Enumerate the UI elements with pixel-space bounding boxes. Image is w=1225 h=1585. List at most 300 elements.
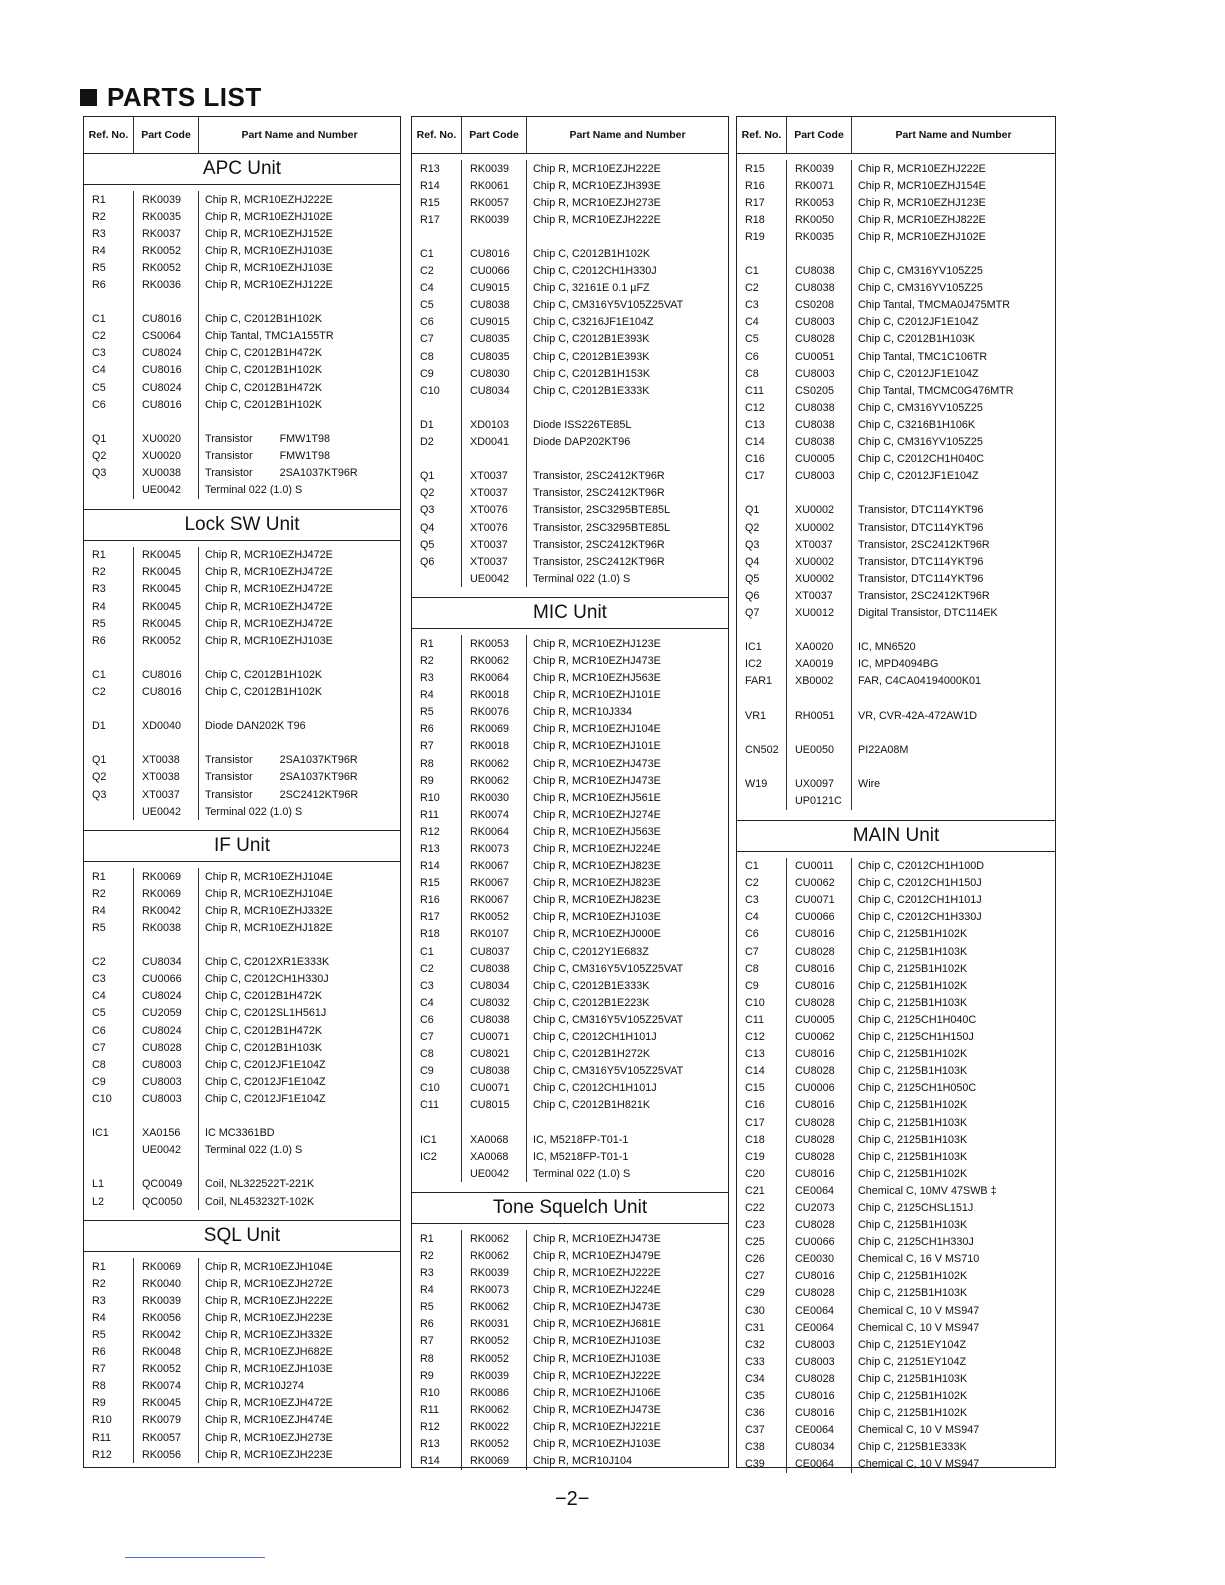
part-code: CU8035	[462, 331, 527, 348]
part-code: CU8016	[134, 666, 199, 683]
part-name: Chip R, MCR10EZJH393E	[533, 179, 661, 192]
table-row	[412, 1282, 728, 1299]
part-name: Transistor, 2SC3295BTE85L	[533, 504, 671, 517]
part-code: XT0037	[134, 786, 199, 803]
table-row	[84, 1378, 400, 1395]
part-code: CE0030	[787, 1251, 852, 1268]
ref-no: CN502	[737, 741, 787, 758]
table-row	[737, 1387, 1055, 1404]
header-name: Part Name and Number	[241, 128, 358, 141]
part-code: CU8028	[787, 994, 852, 1011]
table-row	[84, 564, 400, 581]
ref-no: D1	[412, 416, 462, 433]
header-code: Part Code	[462, 117, 527, 153]
part-name: Chip R, MCR10EZHJ472E	[205, 549, 333, 562]
ref-no: C33	[737, 1353, 787, 1370]
ref-no	[84, 1142, 134, 1159]
part-name: Chip C, 2125B1E333K	[858, 1441, 967, 1454]
part-name: Transistor, 2SC2412KT96R	[533, 555, 665, 568]
ref-no: C35	[737, 1387, 787, 1404]
ref-no: C20	[737, 1165, 787, 1182]
part-code: RK0071	[787, 177, 852, 194]
ref-no: C37	[737, 1422, 787, 1439]
table-row	[412, 823, 728, 840]
table-row	[412, 892, 728, 909]
ref-no: R19	[737, 228, 787, 245]
part-code: RK0039	[462, 160, 527, 177]
ref-no: C39	[737, 1456, 787, 1473]
part-code: CU8038	[787, 434, 852, 451]
header-code: Part Code	[134, 117, 199, 153]
ref-no	[412, 399, 462, 416]
ref-no	[737, 724, 787, 741]
ref-no	[737, 245, 787, 262]
table-header	[412, 117, 728, 154]
table-row	[737, 1097, 1055, 1114]
part-name: Chip C, C3216JF1E104Z	[533, 316, 654, 329]
table-row	[412, 434, 728, 451]
table-row	[737, 1285, 1055, 1302]
header-name: Part Name and Number	[569, 128, 686, 141]
ref-no: C7	[412, 1029, 462, 1046]
ref-no	[737, 690, 787, 707]
table-row	[412, 1333, 728, 1350]
part-name: Chip R, MCR10EZJH472E	[205, 1397, 333, 1410]
part-code: RK0039	[787, 160, 852, 177]
ref-no: C34	[737, 1370, 787, 1387]
ref-no: C19	[737, 1148, 787, 1165]
table-row	[412, 1029, 728, 1046]
table-row	[412, 1299, 728, 1316]
part-name: Chip R, MCR10EZHJ154E	[858, 179, 986, 192]
part-name: Chip C, 2125B1H102K	[858, 1270, 968, 1283]
table-row	[84, 735, 400, 752]
table-row	[412, 806, 728, 823]
table-row	[84, 1258, 400, 1275]
part-code: UE0042	[462, 570, 527, 587]
table-row	[412, 960, 728, 977]
part-code: UP0121C	[787, 792, 852, 809]
table-row	[737, 1302, 1055, 1319]
part-name: Coil, NL453232T-102K	[205, 1195, 315, 1208]
part-code: CU8038	[787, 263, 852, 280]
table-row	[412, 926, 728, 943]
part-name: Chip C, C2012B1E223K	[533, 996, 650, 1009]
ref-no: W19	[737, 775, 787, 792]
ref-no: C14	[737, 434, 787, 451]
part-name: Chip R, MCR10EZHJ561E	[533, 791, 661, 804]
part-name: Transistor, 2SC3295BTE85L	[533, 521, 671, 534]
part-name: Chip Tantal, TMCMA0J475MTR	[858, 299, 1011, 312]
part-code: UE0042	[462, 1165, 527, 1182]
table-row	[84, 1193, 400, 1210]
ref-no	[84, 649, 134, 666]
parts-table-column-3	[736, 116, 1056, 1471]
part-name: Chip R, MCR10EZHJ103E	[205, 244, 333, 257]
parts-table-column-2	[411, 116, 729, 1468]
ref-no: C2	[737, 875, 787, 892]
part-name: Chip R, MCR10EZHJ123E	[533, 637, 661, 650]
part-name: Chip C, C2012B1H821K	[533, 1099, 651, 1112]
ref-no: Q6	[737, 587, 787, 604]
part-name: Chemical C, 10MV 47SWB ‡	[858, 1184, 997, 1197]
table-row	[737, 892, 1055, 909]
part-name: Transistor FMW1T98	[205, 449, 330, 462]
part-code: RK0018	[462, 687, 527, 704]
ref-no: Q3	[412, 502, 462, 519]
ref-no	[412, 1114, 462, 1131]
ref-no: R4	[84, 902, 134, 919]
part-code: RK0039	[462, 211, 527, 228]
part-code	[787, 622, 852, 639]
part-code: XU0020	[134, 447, 199, 464]
ref-no: C1	[737, 263, 787, 280]
table-row	[737, 245, 1055, 262]
ref-no: C6	[737, 926, 787, 943]
ref-no: C17	[737, 468, 787, 485]
part-name: Transistor, DTC114YKT96	[858, 555, 984, 568]
ref-no: R15	[412, 194, 462, 211]
part-name: Chip R, MCR10EZHJ222E	[533, 1369, 661, 1382]
ref-no	[412, 570, 462, 587]
ref-no: C2	[412, 960, 462, 977]
part-code: CU8038	[462, 1011, 527, 1028]
part-code: CU8028	[787, 331, 852, 348]
part-code: RK0069	[134, 1258, 199, 1275]
ref-no: R2	[412, 1247, 462, 1264]
ref-no: IC2	[412, 1148, 462, 1165]
table-row	[84, 362, 400, 379]
part-name: Chip C, C2012B1H472K	[205, 381, 323, 394]
table-row	[412, 1453, 728, 1470]
part-code: XD0041	[462, 434, 527, 451]
part-name: Chip R, MCR10EZHJ102E	[858, 230, 986, 243]
part-name: Chip R, MCR10EZHJ000E	[533, 928, 661, 941]
part-code: RK0052	[462, 909, 527, 926]
part-code: CU9015	[462, 314, 527, 331]
part-code: RK0039	[462, 1367, 527, 1384]
part-code	[787, 690, 852, 707]
part-name: Chip R, MCR10EZHJ222E	[533, 1267, 661, 1280]
page-number: −2−	[555, 1488, 590, 1510]
table-row	[737, 485, 1055, 502]
ref-no: R16	[737, 177, 787, 194]
part-name: Chip C, 2125B1H103K	[858, 1372, 968, 1385]
ref-no: C10	[412, 1080, 462, 1097]
part-name: Chip R, MCR10EZHJ103E	[533, 911, 661, 924]
part-name: Chip R, MCR10EZHJ224E	[533, 843, 661, 856]
table-row	[737, 1011, 1055, 1028]
part-code: RK0053	[462, 635, 527, 652]
part-name: Chip R, MCR10EZHJ104E	[205, 870, 333, 883]
ref-no: C1	[412, 245, 462, 262]
part-name: Chip C, C2012B1H102K	[205, 398, 323, 411]
part-code: XU0002	[787, 519, 852, 536]
part-code: CU0005	[787, 451, 852, 468]
part-name: Chip C, C2012B1H472K	[205, 347, 323, 360]
table-row	[412, 772, 728, 789]
part-name: Chip R, MCR10EZJH332E	[205, 1328, 333, 1341]
part-name: Chip R, MCR10EZJH222E	[533, 213, 661, 226]
part-name: Chip R, MCR10EZHJ104E	[533, 723, 661, 736]
part-code: RK0048	[134, 1344, 199, 1361]
part-name: Chip C, 2125B1H102K	[858, 962, 968, 975]
table-row	[84, 276, 400, 293]
part-code: RK0035	[787, 228, 852, 245]
table-row	[737, 1251, 1055, 1268]
part-code: XA0020	[787, 639, 852, 656]
ref-no: IC1	[84, 1125, 134, 1142]
ref-no: R8	[412, 755, 462, 772]
part-code: CU9015	[462, 280, 527, 297]
part-code: RK0067	[462, 892, 527, 909]
table-row	[412, 1247, 728, 1264]
part-name: Chip C, 2125B1H103K	[858, 1150, 968, 1163]
part-name: Chip C, C2012B1H472K	[205, 990, 323, 1003]
part-name: Chip C, CM316Y5V105Z25VAT	[533, 1065, 684, 1078]
part-code: CU0066	[787, 909, 852, 926]
part-name: Chip C, C2012B1H272K	[533, 1048, 651, 1061]
table-row	[412, 875, 728, 892]
table-row	[412, 536, 728, 553]
unit-title: Tone Squelch Unit	[412, 1192, 728, 1224]
table-row	[737, 707, 1055, 724]
part-code: UE0042	[134, 1142, 199, 1159]
unit-rows	[84, 185, 400, 505]
part-name: Chip R, MCR10EZJH222E	[533, 162, 661, 175]
table-row	[737, 416, 1055, 433]
table-row	[737, 926, 1055, 943]
part-code: CU8037	[462, 943, 527, 960]
part-name: Chip C, C2012CH1H101J	[533, 1031, 657, 1044]
part-name: Chip Tantal, TMCMC0G476MTR	[858, 384, 1014, 397]
ref-no: C6	[737, 348, 787, 365]
table-row	[84, 885, 400, 902]
table-row	[412, 1097, 728, 1114]
header-code: Part Code	[787, 117, 852, 153]
part-code: XT0076	[462, 519, 527, 536]
ref-no: C16	[737, 1097, 787, 1114]
table-row	[412, 160, 728, 177]
table-row	[737, 468, 1055, 485]
table-row	[84, 868, 400, 885]
part-code: XU0002	[787, 553, 852, 570]
ref-no: R7	[412, 1333, 462, 1350]
part-name: Chip R, MCR10EZHJ472E	[205, 566, 333, 579]
part-code: CU8024	[134, 379, 199, 396]
part-code: RK0045	[134, 547, 199, 564]
part-code: CE0064	[787, 1182, 852, 1199]
part-name: Chip C, 2125CH1H050C	[858, 1082, 977, 1095]
ref-no: R2	[412, 652, 462, 669]
ref-no: R17	[412, 909, 462, 926]
part-code: XA0156	[134, 1125, 199, 1142]
part-code: XT0038	[134, 752, 199, 769]
ref-no: R4	[412, 687, 462, 704]
table-row	[412, 553, 728, 570]
part-code: RK0076	[462, 704, 527, 721]
part-name: Chip R, MCR10EZJH222E	[205, 1294, 333, 1307]
table-row	[737, 1131, 1055, 1148]
table-row	[84, 988, 400, 1005]
part-name: Chip C, C2012B1H102K	[205, 313, 323, 326]
ref-no: C7	[737, 943, 787, 960]
table-row	[737, 1063, 1055, 1080]
part-code: RK0074	[134, 1378, 199, 1395]
part-code: RK0056	[134, 1309, 199, 1326]
ref-no: C23	[737, 1217, 787, 1234]
part-code: CU0066	[787, 1234, 852, 1251]
part-code: RK0069	[462, 721, 527, 738]
ref-no: R1	[84, 868, 134, 885]
table-row	[412, 755, 728, 772]
part-name: Chip R, MCR10EZHJ123E	[858, 196, 986, 209]
part-code: RK0073	[462, 840, 527, 857]
ref-no: C18	[737, 1131, 787, 1148]
footer-line	[125, 1557, 265, 1558]
part-code: CU8028	[134, 1039, 199, 1056]
table-row	[412, 399, 728, 416]
ref-no: C3	[84, 971, 134, 988]
part-code: CU8016	[787, 1097, 852, 1114]
table-row	[737, 875, 1055, 892]
ref-no: C27	[737, 1268, 787, 1285]
part-name: Digital Transistor, DTC114EK	[858, 606, 998, 619]
part-name: Chip R, MCR10EZHJ102E	[205, 210, 333, 223]
table-row	[84, 1125, 400, 1142]
ref-no: C17	[737, 1114, 787, 1131]
ref-no: R1	[84, 191, 134, 208]
part-name: Terminal 022 (1.0) S	[205, 805, 303, 818]
ref-no: Q3	[84, 786, 134, 803]
ref-no: R3	[84, 225, 134, 242]
part-code: CU8016	[787, 960, 852, 977]
part-name: Chip R, MCR10EZHJ822E	[858, 213, 986, 226]
ref-no: R3	[412, 1265, 462, 1282]
part-name: Transistor, 2SC2412KT96R	[533, 470, 665, 483]
ref-no: R18	[737, 211, 787, 228]
part-name: Chip R, MCR10EZJH272E	[205, 1277, 333, 1290]
ref-no: R18	[412, 926, 462, 943]
table-row	[737, 1456, 1055, 1473]
ref-no: R11	[412, 1401, 462, 1418]
part-code: CU8016	[134, 362, 199, 379]
ref-no: C12	[737, 1029, 787, 1046]
unit-rows	[737, 154, 1055, 816]
ref-no: Q4	[737, 553, 787, 570]
ref-no: C8	[84, 1056, 134, 1073]
part-code: CU8038	[462, 297, 527, 314]
part-code: RK0037	[134, 225, 199, 242]
ref-no: R5	[84, 1326, 134, 1343]
part-name: Chip R, MCR10EZHJ104E	[205, 887, 333, 900]
ref-no: C2	[737, 280, 787, 297]
ref-no: R6	[84, 632, 134, 649]
part-code: XT0037	[462, 553, 527, 570]
part-code: RK0056	[134, 1446, 199, 1463]
part-name: Chip C, C2012JF1E104Z	[858, 316, 979, 329]
part-name: Chip R, MCR10EZHJ473E	[533, 1232, 661, 1245]
table-row	[412, 909, 728, 926]
ref-no: Q2	[412, 485, 462, 502]
part-code: RK0039	[462, 1265, 527, 1282]
table-row	[412, 263, 728, 280]
table-row	[737, 365, 1055, 382]
part-name: Chip C, 2125B1H102K	[858, 1099, 968, 1112]
part-name: Chip C, CM316YV105Z25	[858, 282, 983, 295]
table-row	[84, 294, 400, 311]
part-code: XA0068	[462, 1148, 527, 1165]
table-row	[737, 434, 1055, 451]
part-code: CU8016	[787, 1046, 852, 1063]
part-name: Transistor 2SC2412KT96R	[205, 788, 359, 801]
title-text: PARTS LIST	[107, 82, 262, 112]
part-name: Chip R, MCR10EZJH682E	[205, 1346, 333, 1359]
part-name: IC, M5218FP-T01-1	[533, 1150, 629, 1163]
part-name: Chip R, MCR10EZHJ472E	[205, 583, 333, 596]
part-name: Chip C, CM316YV105Z25	[858, 265, 983, 278]
table-row	[84, 1108, 400, 1125]
part-code: RK0062	[462, 1299, 527, 1316]
part-name: Chip C, C2012JF1E104Z	[205, 1075, 326, 1088]
table-row	[84, 1176, 400, 1193]
part-name: Chip C, C2012B1H102K	[205, 364, 323, 377]
ref-no: C1	[412, 943, 462, 960]
ref-no	[737, 758, 787, 775]
part-code: XD0103	[462, 416, 527, 433]
table-row	[412, 1435, 728, 1452]
part-name: Chip C, 21251EY104Z	[858, 1338, 967, 1351]
unit-section	[412, 597, 728, 1188]
ref-no: C9	[412, 365, 462, 382]
table-row	[737, 977, 1055, 994]
part-code: CU0066	[462, 263, 527, 280]
part-code: CU8038	[787, 416, 852, 433]
part-name: Chip C, C2012SL1H561J	[205, 1007, 327, 1020]
part-name: Terminal 022 (1.0) S	[533, 572, 631, 585]
part-name: Terminal 022 (1.0) S	[205, 484, 303, 497]
part-code: RK0062	[462, 755, 527, 772]
table-row	[737, 382, 1055, 399]
ref-no	[84, 1108, 134, 1125]
part-code: CU8028	[787, 943, 852, 960]
table-row	[84, 919, 400, 936]
ref-no: R14	[412, 858, 462, 875]
table-row	[737, 1405, 1055, 1422]
part-code: RK0052	[134, 242, 199, 259]
part-name: Terminal 022 (1.0) S	[533, 1167, 631, 1180]
unit-rows	[84, 541, 400, 827]
part-name: Chip C, 2125B1H103K	[858, 1116, 968, 1129]
table-row	[737, 960, 1055, 977]
part-code: CU8038	[462, 960, 527, 977]
part-name: Coil, NL322522T-221K	[205, 1178, 315, 1191]
part-code: XB0002	[787, 673, 852, 690]
ref-no	[84, 294, 134, 311]
part-name: PI22A08M	[858, 743, 909, 756]
part-name: Chip C, C2012B1H153K	[533, 367, 651, 380]
table-row	[737, 1353, 1055, 1370]
part-name: Chip R, MCR10EZHJ103E	[205, 261, 333, 274]
table-row	[412, 365, 728, 382]
ref-no	[84, 735, 134, 752]
ref-no: Q5	[737, 570, 787, 587]
ref-no: Q1	[412, 468, 462, 485]
table-row	[412, 194, 728, 211]
table-row	[412, 1265, 728, 1282]
ref-no: C2	[84, 954, 134, 971]
table-row	[412, 943, 728, 960]
